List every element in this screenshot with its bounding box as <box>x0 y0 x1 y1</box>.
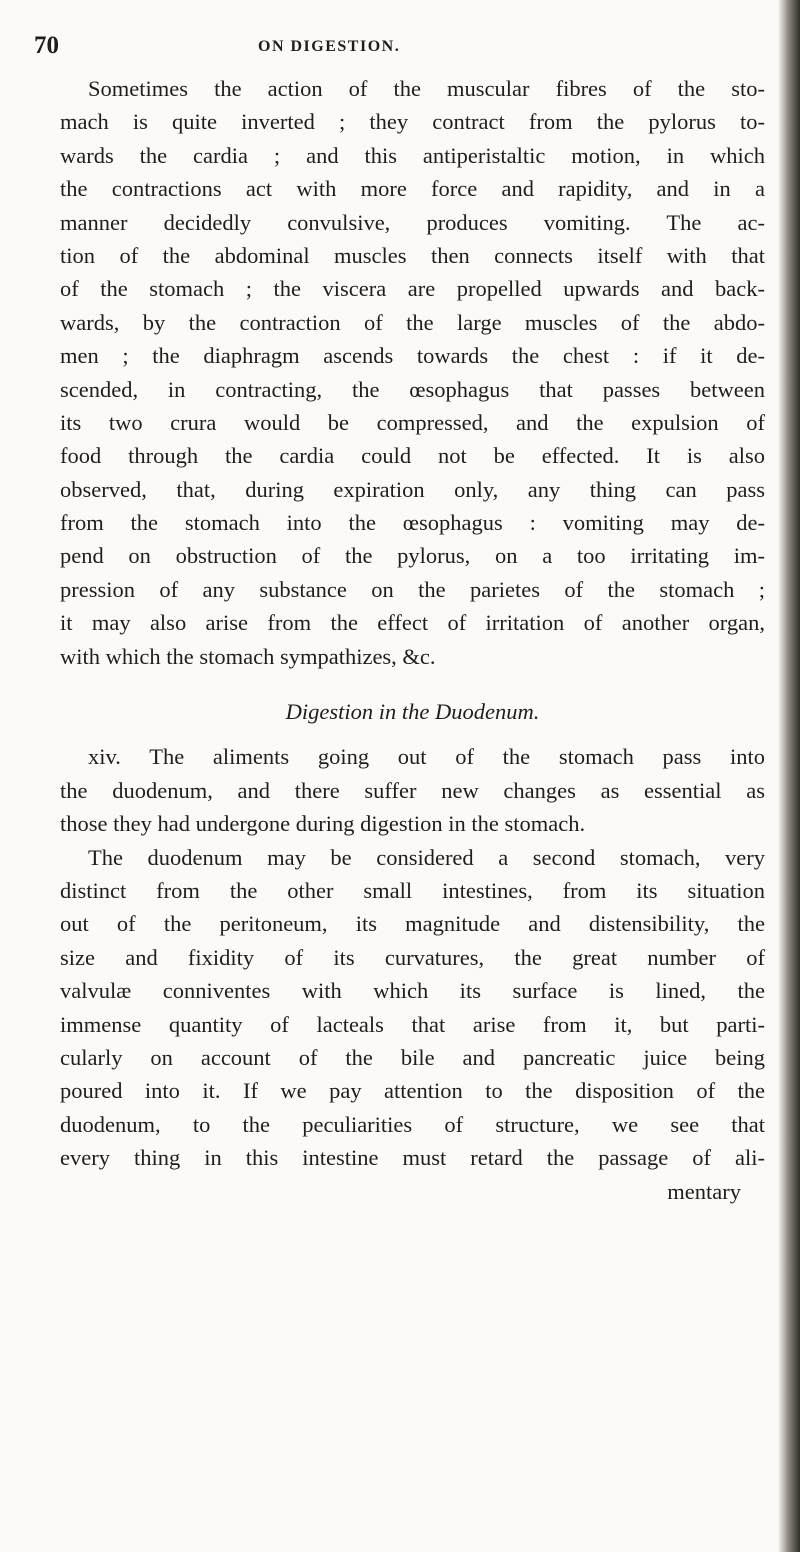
text-line: cularly on account of the bile and pancreatic juice being <box>60 1044 765 1070</box>
text-line: poured into it. If we pay attention to the disposition of the <box>60 1078 765 1104</box>
text-line: every thing in this intestine must retard the passage of ali- <box>60 1145 765 1171</box>
text-line: pend on obstruction of the pylorus, on a too irritating im- <box>60 543 765 569</box>
text-line: immense quantity of lacteals that arise from it, but parti- <box>60 1011 765 1037</box>
paragraph-vomiting <box>60 72 765 673</box>
text-line: observed, that, during expiration only, any thing can pass <box>60 476 765 502</box>
paragraph-duodenum-description <box>60 841 765 1175</box>
text-line: mach is quite inverted ; they contract from the pylorus to- <box>60 109 765 135</box>
text-line: The duodenum may be considered a second stomach, very <box>88 844 765 870</box>
text-line: of the stomach ; the viscera are propelled upwards and back- <box>60 276 765 302</box>
text-line: distinct from the other small intestines, from its situation <box>60 877 765 903</box>
text-line: food through the cardia could not be effected. It is also <box>60 443 765 469</box>
text-line: pression of any substance on the parietes of the stomach ; <box>60 576 765 602</box>
text-line: xiv. The aliments going out of the stomach pass into <box>88 744 765 770</box>
text-line: those they had undergone during digestion in the stomach. <box>60 811 586 837</box>
running-head: ON DIGESTION. <box>258 38 401 55</box>
page-header <box>34 28 754 68</box>
text-line: manner decidedly convulsive, produces vomiting. The ac- <box>60 209 765 235</box>
text-line: wards, by the contraction of the large muscles of the abdo- <box>60 309 765 335</box>
text-line: with which the stomach sympathizes, &c. <box>60 643 436 669</box>
text-line: tion of the abdominal muscles then connects itself with that <box>60 242 765 268</box>
text-line: the contractions act with more force and rapidity, and in a <box>60 176 765 202</box>
text-line: men ; the diaphragm ascends towards the chest : if it de- <box>60 343 765 369</box>
text-line: duodenum, to the peculiarities of structure, we see that <box>60 1111 765 1137</box>
text-line: its two crura would be compressed, and the expulsion of <box>60 409 765 435</box>
text-line: out of the peritoneum, its magnitude and distensibility, the <box>60 911 765 937</box>
text-line: valvulæ conniventes with which its surface is lined, the <box>60 978 765 1004</box>
text-line: scended, in contracting, the œsophagus that passes between <box>60 376 765 402</box>
text-line: Sometimes the action of the muscular fibres of the sto- <box>88 76 765 101</box>
paragraph-duodenum-intro <box>60 740 765 840</box>
text-line: from the stomach into the œsophagus : vomiting may de- <box>60 510 765 536</box>
text-line: the duodenum, and there suffer new changes as essential as <box>60 777 765 803</box>
section-heading: Digestion in the Duodenum. <box>285 699 540 725</box>
text-line: wards the cardia ; and this antiperistaltic motion, in which <box>60 142 765 168</box>
catchword: mentary <box>667 1178 741 1204</box>
page-number: 70 <box>34 32 59 59</box>
body-text <box>60 72 765 1208</box>
page-binding-shadow <box>778 0 800 1552</box>
text-line: it may also arise from the effect of irritation of another organ, <box>60 610 765 636</box>
text-line: size and fixidity of its curvatures, the great number of <box>60 944 765 970</box>
